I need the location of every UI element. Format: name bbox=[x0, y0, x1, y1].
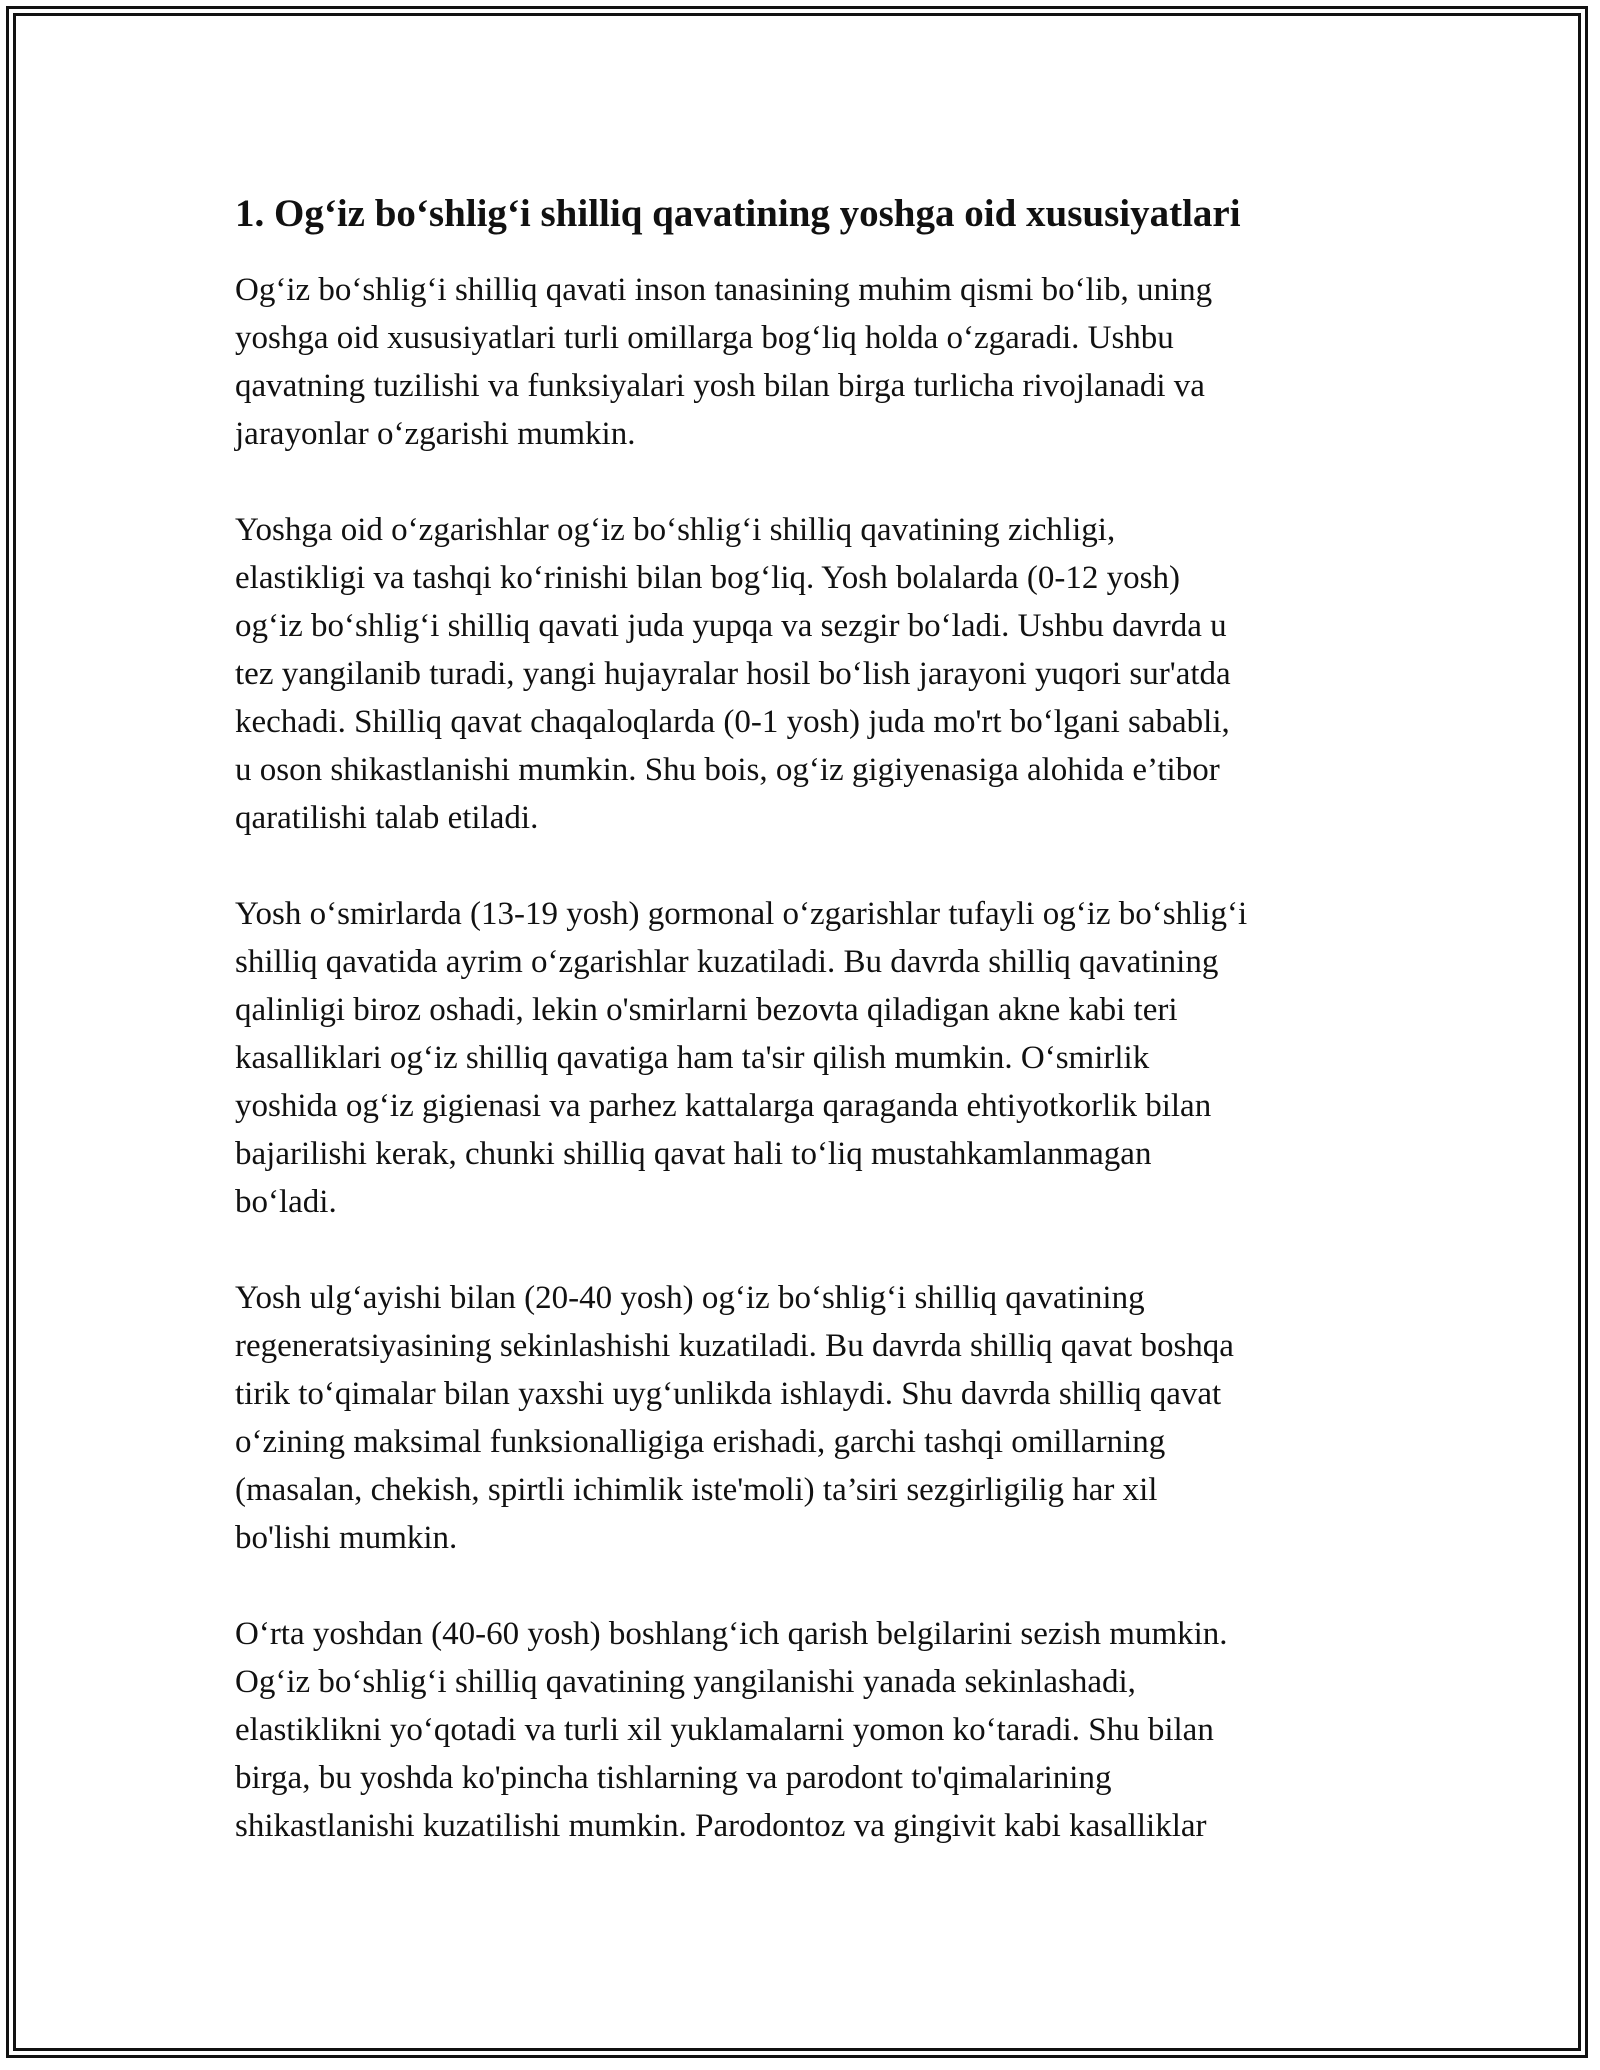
paragraph-2: Yoshga oid o‘zgarishlar og‘iz bo‘shlig‘i shilliq qavatining zichligi, elastikligi va tashqi ko‘rinishi bilan bog‘liq. Yosh bolalarda (0-12 yosh) og‘iz bo‘shlig‘i shilliq qavati juda yupqa va sezgir bo‘ladi. Ushbu davrda u tez yangilanib turadi, yangi hujayralar hosil bo‘lish jarayoni yuqori sur'atda kechadi. Shilliq qavat chaqaloqlarda (0-1 yosh) juda mo'rt bo‘lgani sababli, u oson shikastlanishi mumkin. Shu bois, og‘iz gigiyenasiga alohida e’tibor qaratilishi talab etiladi. bbox=[235, 512, 1231, 836]
section-heading: 1. Og‘iz bo‘shlig‘i shilliq qavatining yoshga oid xususiyatlari bbox=[235, 192, 1241, 235]
paragraph-4: Yosh ulg‘ayishi bilan (20-40 yosh) og‘iz bo‘shlig‘i shilliq qavatining regeneratsiyasining sekinlashishi kuzatiladi. Bu davrda shilliq qavat boshqa tirik to‘qimalar bilan yaxshi uyg‘unlikda ishlaydi. Shu davrda shilliq qavat o‘zining maksimal funksionalligiga erishadi, garchi tashqi omillarning (masalan, chekish, spirtli ichimlik iste'moli) ta’siri sezgirligilig har xil bo'lishi mumkin. bbox=[235, 1280, 1234, 1556]
paragraph-3: Yosh o‘smirlarda (13-19 yosh) gormonal o‘zgarishlar tufayli og‘iz bo‘shlig‘i shilliq qavatida ayrim o‘zgarishlar kuzatiladi. Bu davrda shilliq qavatining qalinligi biroz oshadi, lekin o'smirlarni bezovta qiladigan akne kabi teri kasalliklari og‘iz shilliq qavatiga ham ta'sir qilish mumkin. O‘smirlik yoshida og‘iz gigienasi va parhez kattalarga qaraganda ehtiyotkorlik bilan bajarilishi kerak, chunki shilliq qavat hali to‘liq mustahkamlanmagan bo‘ladi. bbox=[235, 896, 1248, 1220]
paragraph-5: O‘rta yoshdan (40-60 yosh) boshlang‘ich qarish belgilarini sezish mumkin. Og‘iz bo‘shlig‘i shilliq qavatining yangilanishi yanada sekinlashadi, elastiklikni yo‘qotadi va turli xil yuklamalarni yomon ko‘taradi. Shu bilan birga, bu yoshda ko'pincha tishlarning va parodont to'qimalarining shikastlanishi kuzatilishi mumkin. Parodontoz va gingivit kabi kasalliklar bbox=[235, 1616, 1228, 1844]
document-body bbox=[235, 188, 1370, 1898]
paragraph-1: Og‘iz bo‘shlig‘i shilliq qavati inson tanasining muhim qismi bo‘lib, uning yoshga oid xususiyatlari turli omillarga bog‘liq holda o‘zgaradi. Ushbu qavatning tuzilishi va funksiyalari yosh bilan birga turlicha rivojlanadi va jarayonlar o‘zgarishi mumkin. bbox=[235, 272, 1213, 452]
